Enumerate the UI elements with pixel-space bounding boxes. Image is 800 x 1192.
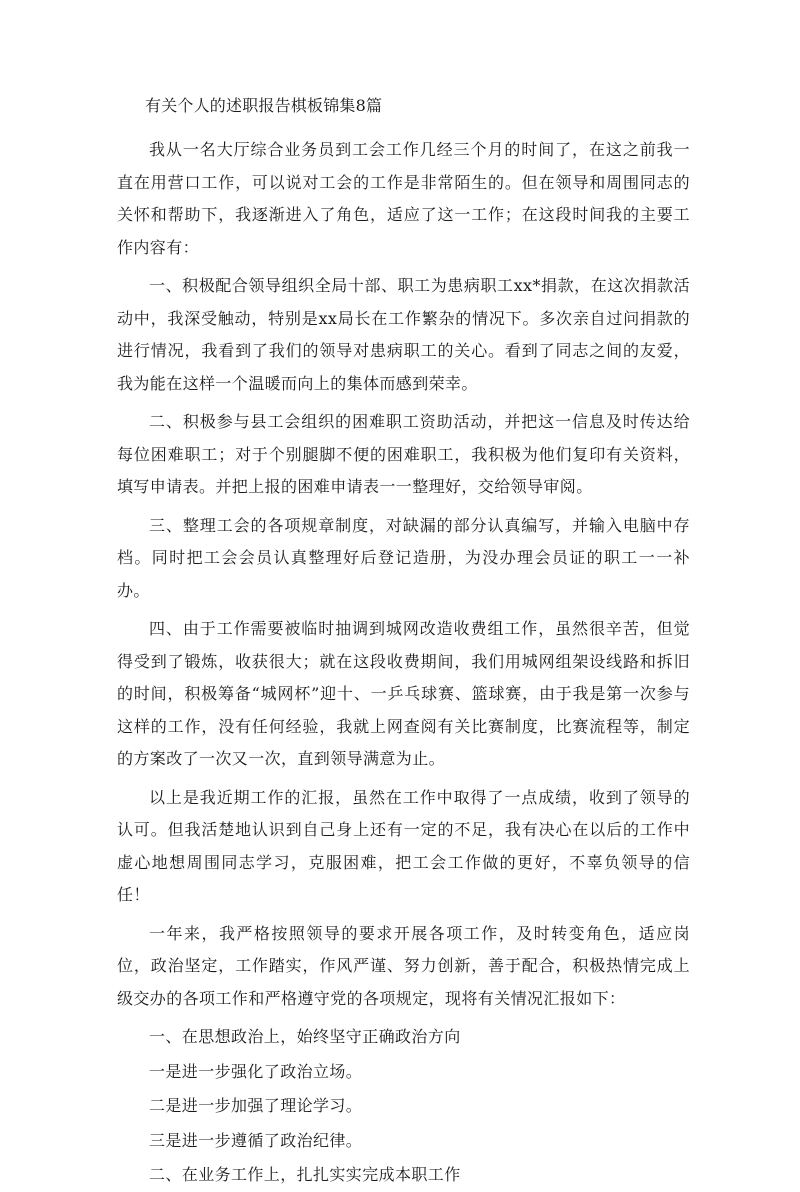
paragraph: 一、积极配合领导组织全局十部、职工为患病职工xx*捐款，在这次捐款活动中，我深受触动，特别是xx局长在工作繁杂的情况下。多次亲自过问捐款的进行情况，我看到了我们的领导对患病职工的关心。看到了同志之间的友爱，我为能在这样一个温暖而向上的集体而感到荣幸。 — [117, 276, 690, 393]
paragraph: 以上是我近期工作的汇报，虽然在工作中取得了一点成绩，收到了领导的认可。但我活楚地认识到自己身上还有一定的不足，我有决心在以后的工作中虚心地想周围同志学习，克服困难，把工会工作做的更好，不辜负领导的信任！ — [117, 787, 690, 904]
paragraph: 一年来，我严格按照领导的要求开展各项工作，及时转变角色，适应岗位，政治坚定，工作踏实，作风严谨、努力创新，善于配合，积极热情完成上级交办的各项工作和严格遵守党的各项规定，现将有关情况汇报如下： — [117, 923, 690, 1008]
section-heading: 二、在业务工作上，扎扎实实完成本职工作 — [149, 1165, 461, 1184]
paragraph: 三、整理工会的各项规章制度，对缺漏的部分认真编写，并输入电脑中存档。同时把工会会员认真整理好后登记造册，为没办理会员证的职工一一补办。 — [117, 515, 690, 600]
paragraph: 二、积极参与县工会组织的困难职工资助活动，并把这一信息及时传达给每位困难职工；对于个别腿脚不便的困难职工，我积极为他们复印有关资料，填写申请表。并把上报的困难申请表一一整理好，交给领导审阅。 — [117, 412, 690, 496]
list-item: 一是进一步强化了政治立场。 — [149, 1061, 363, 1081]
document-title: 有关个人的述职报告棋板锦集8篇 — [145, 96, 383, 115]
list-item: 三是进一步遵循了政治纪律。 — [149, 1130, 363, 1150]
paragraph: 我从一名大厅综合业务员到工会工作几经三个月的时间了，在这之前我一直在用营口工作，可以说对工会的工作是非常陌生的。但在领导和周围同志的关怀和帮助下，我逐渐进入了角色，适应了这一工作；在这段时间我的主要工作内容有： — [117, 140, 690, 257]
section-heading: 一、在思想政治上，始终坚守正确政治方向 — [149, 1027, 461, 1046]
paragraph: 四、由于工作需要被临时抽调到城网改造收费组工作，虽然很辛苦，但觉得受到了锻炼，收获很大；就在这段收费期间，我们用城网组架设线路和拆旧的时间，积极筹备“城网杯”迎十、一乒乓球赛、篮球赛，由于我是第一次参与这样的工作，没有任何经验，我就上网查阅有关比赛制度，比赛流程等，制定的方案改了一次又一次，直到领导满意为止。 — [117, 619, 690, 768]
list-item: 二是进一步加强了理论学习。 — [149, 1096, 363, 1115]
